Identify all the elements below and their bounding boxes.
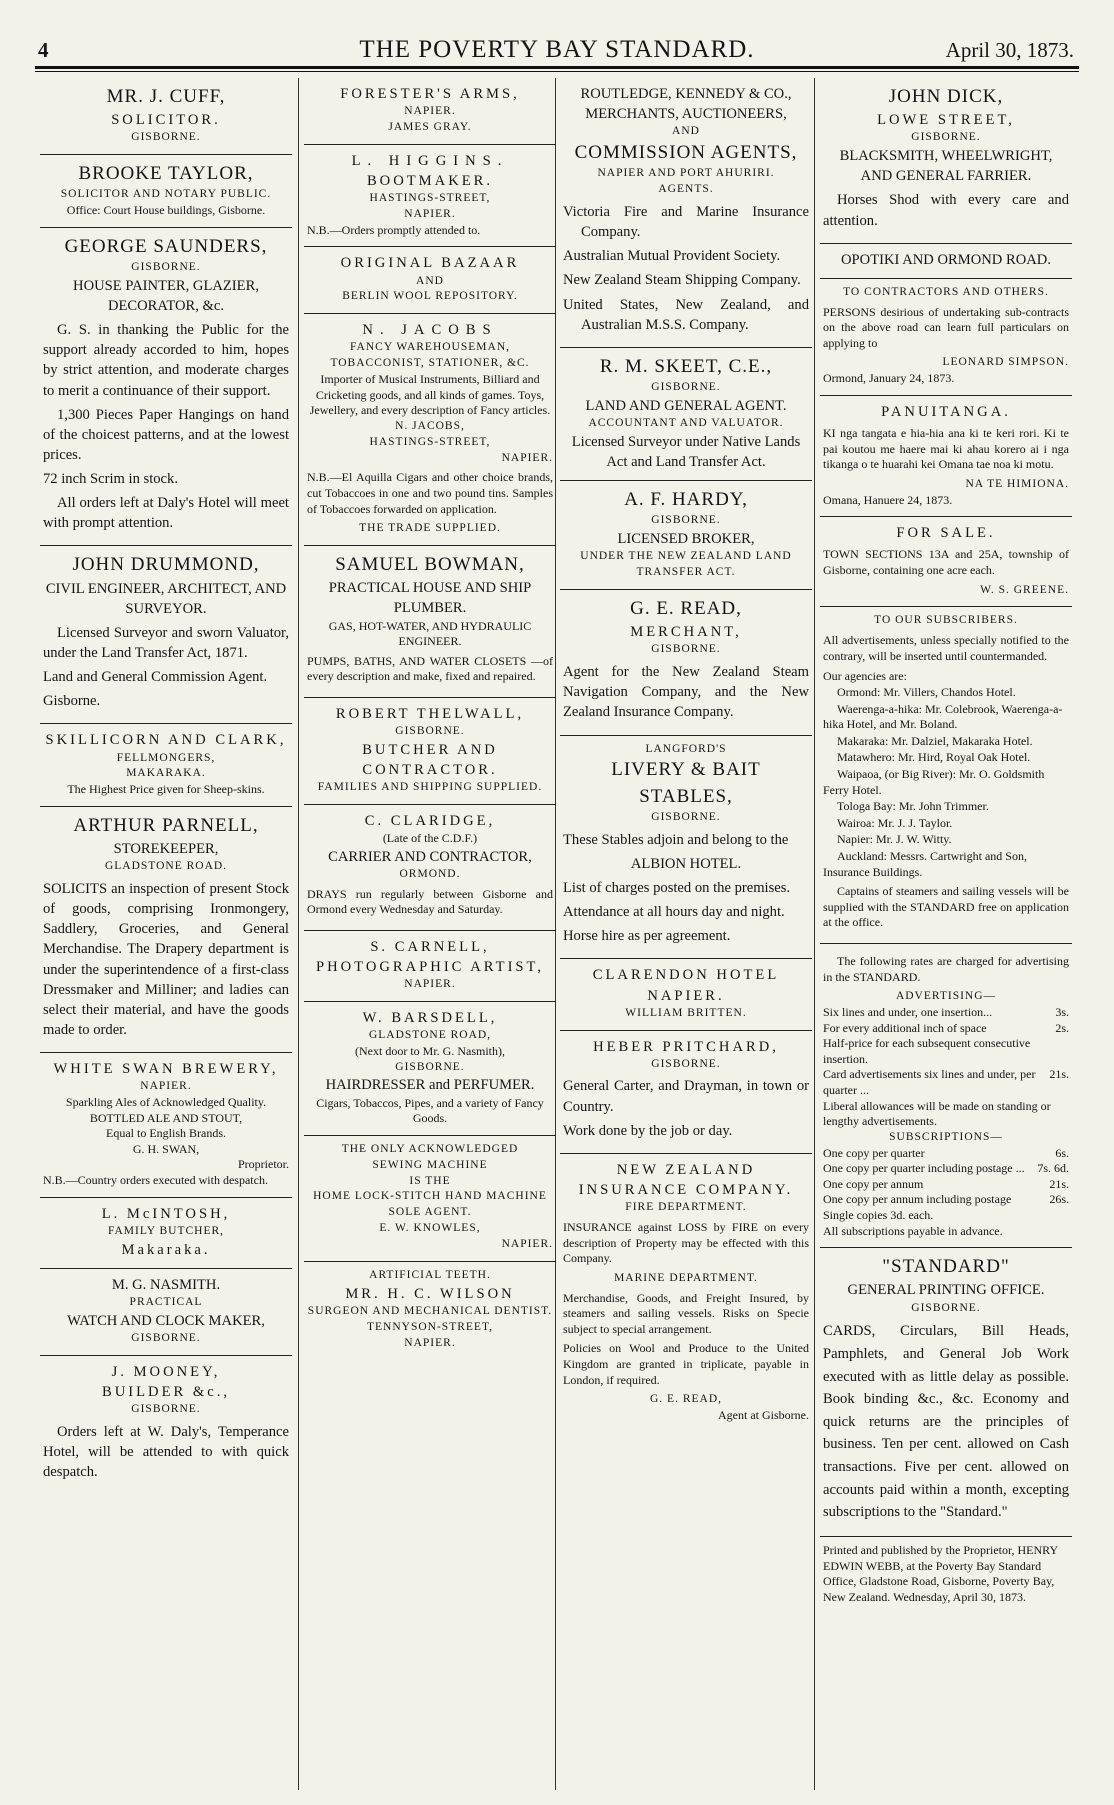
ad-skeet <box>560 348 812 481</box>
advertiser-trade: PRACTICAL <box>129 1295 203 1308</box>
list-item: Ormond: Mr. Villers, Chandos Hotel. <box>837 685 1016 700</box>
advertiser-title: SOLICITOR. <box>111 112 221 129</box>
masthead <box>20 0 1094 64</box>
rate-label: Liberal allowances will be made on standing or lengthy advertisements. <box>823 1098 1051 1129</box>
advertiser-name: GEORGE SAUNDERS, <box>64 235 268 257</box>
list-item: Tologa Bay: Mr. John Trimmer. <box>837 799 989 814</box>
list-item: Wairoa: Mr. J. J. Taylor. <box>837 815 953 830</box>
rate-price: 21s. <box>1049 1176 1069 1191</box>
ad-body: The following rates are charged for advertising in the STANDARD. <box>823 954 1069 984</box>
ad-signature: LEONARD SIMPSON. <box>942 356 1069 369</box>
advertiser-trade: DECORATOR, &c. <box>107 298 225 315</box>
rate-label: One copy per annum <box>823 1176 924 1191</box>
ad-body: G. S. in thanking the Public for the support already accorded to him, hopes by strict attention, and moderate charges to merit a continuance of their support. <box>43 322 289 399</box>
list-item: New Zealand Steam Shipping Company. <box>563 272 801 289</box>
rate-price: 26s. <box>1049 1192 1069 1207</box>
list-item: Napier: Mr. J. W. Witty. <box>837 832 952 847</box>
agency-list <box>823 685 1069 880</box>
ad-heading: ARTIFICIAL TEETH. <box>369 1268 491 1281</box>
advertiser-name: M. G. NASMITH. <box>111 1276 221 1293</box>
advertiser-place: GISBORNE. <box>911 1301 981 1314</box>
advertiser-name: W. BARSDELL, <box>362 1010 498 1027</box>
ad-mooney <box>40 1356 292 1494</box>
ad-higgins <box>304 145 556 248</box>
advertiser-name: BERLIN WOOL REPOSITORY. <box>342 290 518 303</box>
advertiser-name: ARTHUR PARNELL, <box>73 814 259 836</box>
ad-body: SOLE AGENT. <box>388 1206 472 1219</box>
advertiser-trade: CARRIER AND CONTRACTOR, <box>328 848 532 865</box>
ad-body: DRAYS run regularly between Gisborne and Ormond every Wednesday and Saturday. <box>307 886 553 917</box>
rate-label: Card advertisements six lines and under, per quarter ... <box>823 1067 1036 1098</box>
issue-date: April 30, 1873. <box>945 38 1074 62</box>
ad-heading: "STANDARD" <box>882 1256 1010 1278</box>
ad-subheading: MARINE DEPARTMENT. <box>614 1271 758 1284</box>
ad-body: General Carter, and Drayman, in town or Country. <box>563 1078 809 1115</box>
advertiser-place: NAPIER. <box>647 987 725 1004</box>
ad-body: Policies on Wool and Produce to the United Kingdom are granted in triplicate, payable in London, if required. <box>563 1341 809 1387</box>
column-divider <box>298 78 299 1790</box>
advertiser-name: NEW ZEALAND INSURANCE COMPANY. <box>578 1161 794 1198</box>
advertiser-name: C. CLARIDGE, <box>364 813 496 830</box>
advertiser-place: NAPIER. <box>501 451 553 464</box>
advertiser-name: L. McINTOSH, <box>101 1205 231 1222</box>
advertiser-address: HASTINGS-STREET, <box>369 192 491 205</box>
advertiser-name: ROUTLEDGE, KENNEDY & CO., <box>580 86 792 102</box>
advertiser-trade: MERCHANTS, AUCTIONEERS, <box>585 106 787 123</box>
ad-body: Orders left at W. Daly's, Temperance Hotel, will be attended to with quick despatch. <box>43 1423 289 1481</box>
ad-barsdell <box>304 1002 556 1136</box>
ad-body: TOWN SECTIONS 13A and 25A, township of Gisborne, containing one acre each. <box>823 547 1069 577</box>
ad-heading: HOME LOCK-STITCH HAND MACHINE <box>313 1190 547 1203</box>
imprint-text: Printed and published by the Proprietor, HENRY EDWIN WEBB, at the Poverty Bay Standard Office, Gladstone Road, Gisborne, Poverty Bay, New Zealand. Wednesday, April 30, 1873. <box>823 1542 1058 1604</box>
advertiser-trade: SURGEON AND MECHANICAL DENTIST. <box>307 1304 553 1317</box>
advertiser-address: GLADSTONE ROAD, <box>368 1029 492 1042</box>
ad-heading: SEWING MACHINE <box>372 1158 488 1171</box>
ad-body: CARDS, Circulars, Bill Heads, Pamphlets, and General Job Work executed with as little delay as possible. Book binding &c., &c. Economy and quick returns are the principles of business. Ten per cent. allowed on Cash transactions. Five per cent. allowed on accounts paid within a month, excepting subscriptions to the "Standard." <box>823 1323 1069 1521</box>
advertiser-owner: JAMES GRAY. <box>388 120 472 133</box>
ad-heading: FOR SALE. <box>896 525 996 542</box>
ad-signature: G. H. SWAN, <box>132 1141 200 1156</box>
advertiser-place: GISBORNE. <box>395 1060 465 1073</box>
ad-heading: GENERAL PRINTING OFFICE. <box>847 1282 1045 1299</box>
rate-row <box>823 1005 1069 1021</box>
advertiser-place: NAPIER. <box>404 105 456 118</box>
ad-body: Agent for the New Zealand Steam Navigation Company, and the New Zealand Insurance Company. <box>563 664 809 721</box>
advertiser-owner: WILLIAM BRITTEN. <box>625 1006 747 1019</box>
rate-price: 7s. 6d. <box>1037 1161 1069 1176</box>
advertiser-address: LOWE STREET, <box>877 112 1015 129</box>
advertiser-place: GISBORNE. <box>911 131 981 144</box>
ad-body: List of charges posted on the premises. <box>563 880 791 897</box>
advertiser-place: GISBORNE. <box>395 725 465 738</box>
advertiser-trade: MERCHANT, <box>630 624 742 641</box>
advertiser-place: ORMOND. <box>399 867 461 880</box>
ad-carnell <box>304 931 556 1002</box>
ad-panuitanga <box>820 396 1072 517</box>
advertiser-trade: BUILDER &c., <box>101 1383 230 1400</box>
advertiser-place: NAPIER. <box>404 978 456 991</box>
advertiser-name: S. CARNELL, <box>370 938 490 955</box>
rate-label: Half-price for each subsequent consecutive insertion. <box>823 1036 1031 1066</box>
ad-subheading: SUBSCRIPTIONS— <box>889 1130 1003 1143</box>
notice-subscribers <box>820 607 1072 944</box>
rate-row <box>823 1192 1069 1208</box>
advertiser-name: J. MOONEY, <box>111 1363 221 1380</box>
rate-price: 21s. <box>1049 1067 1069 1082</box>
newspaper-title: THE POVERTY BAY STANDARD. <box>359 36 755 63</box>
ad-wilson <box>304 1262 556 1360</box>
advertiser-place: GISBORNE. <box>651 514 721 527</box>
ad-printing-office <box>820 1248 1072 1537</box>
advertiser-name: HEBER PRITCHARD, <box>593 1038 779 1055</box>
ad-body: 1,300 Pieces Paper Hangings on hand of the choicest patterns, and at the lowest prices. <box>43 406 289 463</box>
notice-rates <box>820 944 1072 1248</box>
ad-body: These Stables adjoin and belong to the <box>563 831 789 848</box>
ad-body: Work done by the job or day. <box>563 1122 733 1139</box>
ad-body: All orders left at Daly's Hotel will meet with prompt attention. <box>43 495 289 532</box>
list-item: Auckland: Messrs. Cartwright and Son, Insurance Buildings. <box>823 849 1027 879</box>
ad-body: BOTTLED ALE AND STOUT, <box>89 1110 243 1125</box>
rate-label: All subscriptions payable in advance. <box>823 1223 1003 1238</box>
advertiser-trade: HOUSE PAINTER, GLAZIER, <box>73 277 259 294</box>
ad-signature: E. W. KNOWLES, <box>379 1222 481 1235</box>
advertiser-trade: BLACKSMITH, WHEELWRIGHT, AND GENERAL FARRIER. <box>839 148 1053 185</box>
rate-row <box>823 1146 1069 1162</box>
ad-dick <box>820 78 1072 244</box>
ad-sewing-machine <box>304 1136 556 1262</box>
ad-body: Licensed Surveyor under Native Lands Act and Land Transfer Act. <box>571 433 801 470</box>
advertiser-name: ROBERT THELWALL, <box>335 705 525 722</box>
ad-pritchard <box>560 1031 812 1154</box>
ad-heading: OPOTIKI AND ORMOND ROAD. <box>841 251 1051 268</box>
advertiser-trade: ACCOUNTANT AND VALUATOR. <box>588 417 784 429</box>
advertiser-trade: TOBACCONIST, STATIONER, &C. <box>330 357 530 370</box>
advertiser-trade: BOOTMAKER. <box>366 172 494 189</box>
ad-bazaar <box>304 247 556 314</box>
ad-body: (Next door to Mr. G. Nasmith), <box>355 1044 505 1059</box>
rate-price: 3s. <box>1055 1005 1069 1020</box>
advertiser-name: R. M. SKEET, C.E., <box>599 355 773 377</box>
advertiser-place: GISBORNE. <box>131 131 201 144</box>
ad-thelwall <box>304 698 556 805</box>
advertiser-place: GISBORNE. <box>131 261 201 274</box>
advertiser-trade: STOREKEEPER, <box>113 841 219 858</box>
advertiser-place: MAKARAKA. <box>126 767 206 780</box>
advertiser-trade: FANCY WAREHOUSEMAN, <box>350 341 510 354</box>
ad-heading: IS THE <box>409 1174 451 1187</box>
ad-hardy <box>560 481 812 590</box>
advertiser-place: GISBORNE. <box>651 1057 721 1070</box>
ad-heading: THE ONLY ACKNOWLEDGED <box>341 1142 519 1155</box>
advertiser-trade: AND <box>672 125 700 138</box>
ad-body: 72 inch Scrim in stock. <box>43 471 178 488</box>
rate-label: One copy per quarter including postage ... <box>823 1161 1025 1176</box>
list-item: Makaraka: Mr. Dalziel, Makaraka Hotel. <box>837 733 1033 748</box>
ad-parnell <box>40 807 292 1053</box>
ad-body: Sparkling Ales of Acknowledged Quality. <box>65 1095 267 1110</box>
list-item: Australian Mutual Provident Society. <box>563 248 781 265</box>
list-item: Waerenga-a-hika: Mr. Colebrook, Waerenga-a-hika Hotel, and Mr. Boland. <box>823 701 1063 732</box>
advertiser-name: AND <box>416 274 444 287</box>
ad-foresters-arms <box>304 78 556 145</box>
ad-taylor <box>40 155 292 228</box>
ad-body: The Highest Price given for Sheep-skins. <box>67 782 265 797</box>
ad-body: Captains of steamers and sailing vessels will be supplied with the STANDARD free on application at the office. <box>823 884 1069 930</box>
ad-heading: TO OUR SUBSCRIBERS. <box>874 614 1018 627</box>
ad-nasmith <box>40 1269 292 1356</box>
ad-body: Horses Shod with every care and attention. <box>823 192 1069 229</box>
ad-langford <box>560 736 812 960</box>
ad-clarendon <box>560 959 812 1030</box>
ad-read <box>560 590 812 736</box>
ad-body: N.B.—Country orders executed with despatch. <box>43 1173 268 1188</box>
ad-body: Our agencies are: <box>823 668 907 683</box>
advertiser-place: GISBORNE. <box>131 1331 201 1344</box>
list-item: Matawhero: Mr. Hird, Royal Oak Hotel. <box>837 750 1031 765</box>
ad-white-swan <box>40 1053 292 1198</box>
advertiser-name: JOHN DRUMMOND, <box>72 554 260 576</box>
column-2 <box>304 78 556 1798</box>
advertiser-address: TENNYSON-STREET, <box>367 1320 493 1333</box>
advertiser-trade: FAMILY BUTCHER, <box>107 1224 225 1237</box>
ad-mcintosh <box>40 1198 292 1269</box>
ad-body: Horse hire as per agreement. <box>563 928 731 945</box>
ad-body: Attendance at all hours day and night. <box>563 904 785 921</box>
advertiser-place: GISBORNE. <box>651 810 721 823</box>
ad-bowman <box>304 546 556 698</box>
rate-label: Six lines and under, one insertion... <box>823 1005 993 1020</box>
rate-row <box>823 1099 1069 1130</box>
ad-for-sale <box>820 517 1072 607</box>
rate-row <box>823 1021 1069 1037</box>
ad-drummond <box>40 546 292 724</box>
rate-row <box>823 1208 1069 1224</box>
rate-row <box>823 1161 1069 1177</box>
advertiser-name: LIVERY & BAIT STABLES, <box>611 759 761 807</box>
advertiser-address: Office: Court House buildings, Gisborne. <box>66 203 266 218</box>
ad-date: Ormond, January 24, 1873. <box>823 371 955 386</box>
ad-subheading: TO CONTRACTORS AND OTHERS. <box>843 285 1049 298</box>
imprint <box>820 1537 1072 1613</box>
ad-claridge <box>304 805 556 931</box>
ad-body: Land and General Commission Agent. <box>43 669 268 686</box>
advertiser-place: NAPIER. <box>404 207 456 220</box>
rate-row <box>823 1177 1069 1193</box>
advertiser-trade: COMMISSION AGENTS, <box>574 142 798 164</box>
ad-body: THE TRADE SUPPLIED. <box>359 522 501 535</box>
advertiser-trade: WATCH AND CLOCK MAKER, <box>67 1312 265 1329</box>
advertiser-place: GISBORNE. <box>131 1402 201 1415</box>
ad-jacobs <box>304 314 556 546</box>
ad-body: N.B.—El Aquilla Cigars and other choice brands, cut Tobaccoes in one and two pound tins. Samples of Tobaccoes forwarded on application. <box>307 470 553 516</box>
page-number: 4 <box>38 38 49 62</box>
ad-heading: PANUITANGA. <box>881 403 1011 420</box>
advertiser-title: CIVIL ENGINEER, ARCHITECT, AND SURVEYOR. <box>45 580 287 617</box>
ad-body: All advertisements, unless specially notified to the contrary, will be inserted until countermanded. <box>823 633 1069 663</box>
advertiser-name: SKILLICORN AND CLARK, <box>45 732 287 749</box>
rate-label: One copy per quarter <box>823 1145 925 1160</box>
advertiser-place: GISBORNE. <box>651 381 721 394</box>
advertiser-trade: FELLMONGERS, <box>116 751 216 764</box>
advertiser-name: SAMUEL BOWMAN, <box>335 554 525 576</box>
rate-label: Single copies 3d. each. <box>823 1208 934 1223</box>
ad-body: PERSONS desirious of undertaking sub-contracts on the above road can learn full particulars on applying to <box>823 304 1069 350</box>
ad-routledge <box>560 78 812 348</box>
ad-subheading: AGENTS. <box>658 183 714 196</box>
advertiser-place: Makaraka. <box>121 1241 211 1258</box>
advertiser-place: GISBORNE. <box>651 643 721 656</box>
rate-row <box>823 1036 1069 1067</box>
ad-body: Equal to English Brands. <box>106 1126 226 1141</box>
ad-body: KI nga tangata e hia-hia ana ki te keri rori. Ki te pai koutou me haere mai ki ahau korero ai i nga tikanga o te huarahi kei Omana tae noa ki motu. <box>823 426 1069 472</box>
advertiser-trade: LAND AND GENERAL AGENT. <box>585 397 787 414</box>
ad-cuff <box>40 78 292 155</box>
advertiser-place: NAPIER. <box>404 1336 456 1349</box>
header-rule-thin <box>35 71 1079 72</box>
ad-signature: NA TE HIMIONA. <box>965 477 1069 490</box>
list-item: Waipaoa, (or Big River): Mr. O. Goldsmith Ferry Hotel. <box>823 767 1045 797</box>
advertiser-trade: GAS, HOT-WATER, AND HYDRAULIC ENGINEER. <box>328 618 532 649</box>
advertiser-name: N. JACOBS <box>362 322 498 339</box>
ad-body: PUMPS, BATHS, AND WATER CLOSETS —of every description and make, fixed and repaired. <box>307 653 553 684</box>
ad-skillicorn <box>40 724 292 806</box>
advertiser-name: G. E. READ, <box>630 598 742 620</box>
advertiser-name: FORESTER'S ARMS, <box>340 86 520 102</box>
ad-signature: Proprietor. <box>238 1157 289 1172</box>
rate-label: For every additional inch of space <box>823 1020 987 1035</box>
list-item: Victoria Fire and Marine Insurance Company. <box>563 204 809 241</box>
ad-body: Gisborne. <box>43 693 101 710</box>
advertiser-name: MR. J. CUFF, <box>106 86 226 107</box>
ad-saunders <box>40 228 292 547</box>
advertiser-name: CLARENDON HOTEL <box>592 967 780 984</box>
ad-subheading: ADVERTISING— <box>895 990 997 1003</box>
advertiser-title: SOLICITOR AND NOTARY PUBLIC. <box>60 188 272 201</box>
ad-body: SOLICITS an inspection of present Stock of goods, comprising Ironmongery, Saddlery, Groceries, and General Merchandise. The Drapery department is under the superintendence of a first-class Dressmaker and Milliner; and ladies can select their material, and have the goods made to order. <box>43 881 289 1038</box>
ad-body: UNDER THE NEW ZEALAND LAND TRANSFER ACT. <box>580 550 792 579</box>
rate-row <box>823 1224 1069 1240</box>
ad-body: Merchandise, Goods, and Freight Insured, by steamers and sailing vessels. Risks on Specie subject to special arrangement. <box>563 1290 809 1336</box>
rate-label: One copy per annum including postage <box>823 1192 1012 1207</box>
rate-price: 2s. <box>1055 1020 1069 1035</box>
advertiser-address: HASTINGS-STREET, <box>369 435 491 448</box>
ad-road <box>820 244 1072 279</box>
advertiser-name: JOHN DICK, <box>888 86 1004 107</box>
ad-body: Cigars, Tobaccos, Pipes, and a variety of Fancy Goods. <box>316 1095 544 1126</box>
ad-signature: Agent at Gisborne. <box>718 1408 809 1423</box>
advertiser-name: LANGFORD'S <box>645 742 727 755</box>
advertiser-trade: BUTCHER AND CONTRACTOR. <box>362 741 498 779</box>
ad-contractors <box>820 279 1072 396</box>
list-item: United States, New Zealand, and Australian M.S.S. Company. <box>563 296 809 333</box>
advertiser-trade: PRACTICAL HOUSE AND SHIP PLUMBER. <box>328 580 532 617</box>
column-4 <box>820 78 1072 1798</box>
ad-body: N.B.—Orders promptly attended to. <box>307 222 481 237</box>
rate-row <box>823 1067 1069 1098</box>
advertiser-place: NAPIER. <box>140 1080 192 1093</box>
ad-nz-insurance <box>560 1154 812 1432</box>
advertiser-trade: LICENSED BROKER, <box>617 531 755 548</box>
ad-body: Licensed Surveyor and sworn Valuator, under the Land Transfer Act, 1871. <box>43 624 289 662</box>
ad-subheading: FIRE DEPARTMENT. <box>625 1201 747 1214</box>
ad-body: Importer of Musical Instruments, Billiard and Cricketing goods, and all kinds of games. Toys, Jewellery, and every description of Fancy articles. <box>309 372 551 418</box>
advertiser-name: BROOKE TAYLOR, <box>78 163 254 185</box>
ad-body: (Late of the C.D.F.) <box>382 831 478 846</box>
ad-signature: W. S. GREENE. <box>980 583 1069 596</box>
advertiser-name: MR. H. C. WILSON <box>345 1285 515 1302</box>
advertiser-place: NAPIER. <box>501 1237 553 1250</box>
column-1 <box>40 78 292 1798</box>
advertiser-place: NAPIER AND PORT AHURIRI. <box>597 167 775 180</box>
ad-signature: N. JACOBS, <box>395 419 465 432</box>
advertiser-name: L. HIGGINS. <box>351 152 509 169</box>
ad-date: Omana, Hanuere 24, 1873. <box>823 492 953 507</box>
column-3 <box>560 78 812 1798</box>
ad-signature: G. E. READ, <box>649 1393 722 1406</box>
column-divider <box>814 78 815 1790</box>
advertiser-name: WHITE SWAN BREWERY, <box>53 1061 279 1078</box>
advertiser-trade: HAIRDRESSER and PERFUMER. <box>325 1077 535 1094</box>
ad-body: ALBION HOTEL. <box>630 855 742 872</box>
advertiser-name: A. F. HARDY, <box>624 489 748 511</box>
rate-price: 6s. <box>1055 1145 1069 1160</box>
ad-body: INSURANCE against LOSS by FIRE on every description of Property may be effected with this Company. <box>563 1219 809 1266</box>
ad-body: FAMILIES AND SHIPPING SUPPLIED. <box>317 781 543 794</box>
advertiser-place: GLADSTONE ROAD. <box>104 860 228 873</box>
header-rule <box>35 66 1079 69</box>
advertiser-name: ORIGINAL BAZAAR <box>340 255 520 272</box>
advertiser-trade: PHOTOGRAPHIC ARTIST, <box>315 959 545 976</box>
